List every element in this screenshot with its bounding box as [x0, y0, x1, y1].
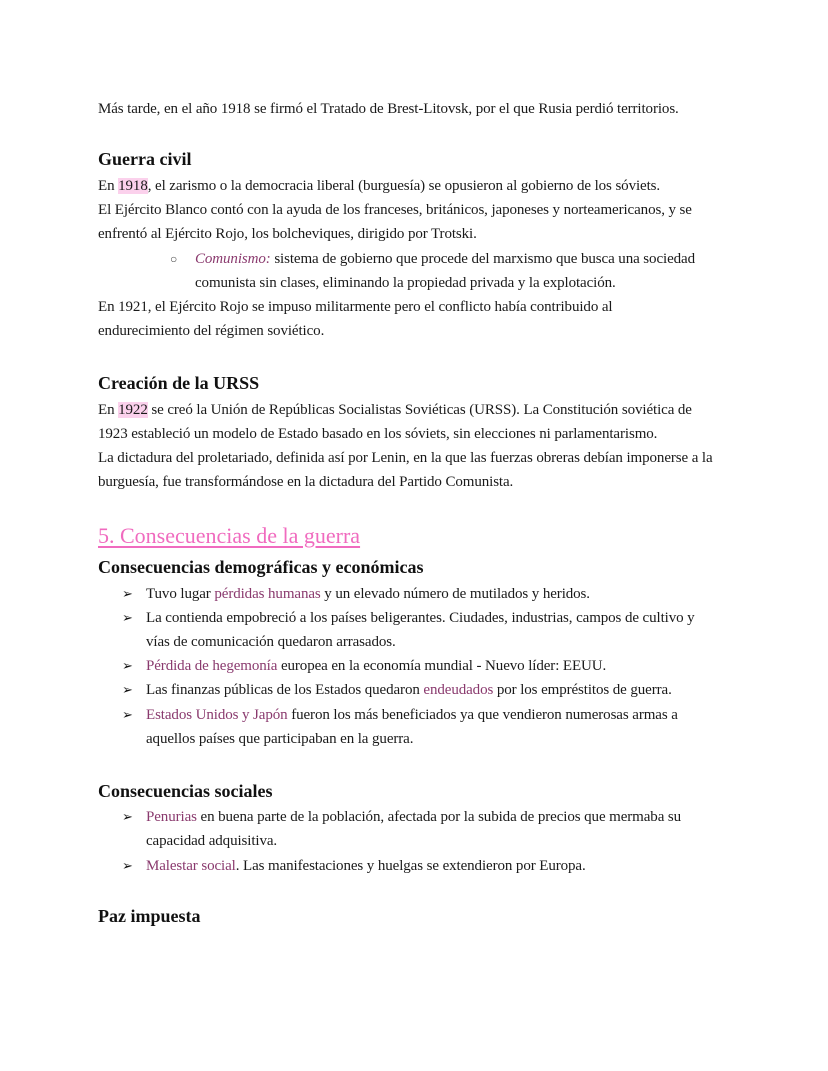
- guerra-civil-line-3: enfrentó al Ejército Rojo, los bolcheviques, dirigido por Trotski.: [98, 226, 477, 242]
- text: En: [98, 402, 119, 418]
- urss-line-1: [98, 398, 692, 422]
- term-comunismo: Comunismo:: [195, 251, 271, 267]
- list-item-continuation: vías de comunicación quedaron arrasados.: [146, 634, 396, 650]
- subitem-comunismo-line-1: [195, 247, 695, 271]
- text: y un elevado número de mutilados y heridos.: [320, 586, 590, 602]
- accent-text: Malestar social: [146, 858, 236, 874]
- highlight-year-1922: 1922: [118, 402, 148, 418]
- heading-guerra-civil: Guerra civil: [98, 149, 192, 169]
- list-item: [146, 703, 678, 727]
- arrow-bullet-icon: ➢: [122, 610, 133, 625]
- text: sistema de gobierno que procede del marxismo que busca una sociedad: [270, 251, 695, 267]
- list-item: [146, 654, 606, 678]
- guerra-civil-line-5: endurecimiento del régimen soviético.: [98, 323, 325, 339]
- arrow-bullet-icon: ➢: [122, 658, 133, 673]
- list-item-continuation: aquellos países que participaban en la guerra.: [146, 731, 414, 747]
- accent-text: endeudados: [423, 682, 494, 698]
- list-item: La contienda empobreció a los países beligerantes. Ciudades, industrias, campos de cultivo y: [146, 610, 695, 626]
- accent-text: Pérdida de hegemonía: [146, 658, 278, 674]
- arrow-bullet-icon: ➢: [122, 809, 133, 824]
- guerra-civil-line-2: El Ejército Blanco contó con la ayuda de los franceses, británicos, japoneses y norteamericanos, y se: [98, 202, 692, 218]
- text: En: [98, 178, 119, 194]
- list-item: [146, 582, 590, 606]
- intro-paragraph: Más tarde, en el año 1918 se firmó el Tratado de Brest-Litovsk, por el que Rusia perdió territorios.: [98, 101, 679, 117]
- arrow-bullet-icon: ➢: [122, 586, 133, 601]
- heading-demograficas: Consecuencias demográficas y económicas: [98, 557, 424, 577]
- arrow-bullet-icon: ➢: [122, 707, 133, 722]
- guerra-civil-line-4: En 1921, el Ejército Rojo se impuso militarmente pero el conflicto había contribuido al: [98, 299, 613, 315]
- section-title-consecuencias: 5. Consecuencias de la guerra: [98, 523, 361, 548]
- arrow-bullet-icon: ➢: [122, 682, 133, 697]
- text: . Las manifestaciones y huelgas se extendieron por Europa.: [235, 858, 586, 874]
- list-item-continuation: capacidad adquisitiva.: [146, 833, 278, 849]
- urss-line-4: burguesía, fue transformándose en la dictadura del Partido Comunista.: [98, 474, 514, 490]
- accent-text: pérdidas humanas: [214, 586, 321, 602]
- urss-line-2: 1923 estableció un modelo de Estado basado en los sóviets, sin elecciones ni parlamentarismo.: [98, 426, 658, 442]
- subitem-comunismo-line-2: comunista sin clases, eliminando la propiedad privada y la explotación.: [195, 275, 616, 291]
- heading-sociales: Consecuencias sociales: [98, 781, 273, 801]
- text: europea en la economía mundial - Nuevo líder: EEUU.: [277, 658, 607, 674]
- heading-paz-impuesta: Paz impuesta: [98, 906, 201, 926]
- list-item: [146, 678, 672, 702]
- text: se creó la Unión de Repúblicas Socialistas Soviéticas (URSS). La Constitución soviética de: [147, 402, 692, 418]
- list-item: [146, 854, 586, 878]
- highlight-year-1918: 1918: [118, 178, 148, 194]
- guerra-civil-line-1: [98, 174, 660, 198]
- accent-text: Estados Unidos y Japón: [146, 707, 288, 723]
- text: fueron los más beneficiados ya que vendieron numerosas armas a: [287, 707, 678, 723]
- text: por los empréstitos de guerra.: [493, 682, 672, 698]
- text: en buena parte de la población, afectada por la subida de precios que mermaba su: [196, 809, 682, 825]
- heading-creacion-urss: Creación de la URSS: [98, 373, 260, 393]
- accent-text: Penurias: [146, 809, 197, 825]
- list-item: [146, 805, 681, 829]
- text: Tuvo lugar: [146, 586, 215, 602]
- arrow-bullet-icon: ➢: [122, 858, 133, 873]
- urss-line-3: La dictadura del proletariado, definida así por Lenin, en la que las fuerzas obreras debían imponerse a la: [98, 450, 713, 466]
- circle-bullet-icon: ○: [170, 252, 178, 266]
- text: , el zarismo o la democracia liberal (burguesía) se opusieron al gobierno de los sóviets.: [147, 178, 661, 194]
- text: Las finanzas públicas de los Estados quedaron: [146, 682, 424, 698]
